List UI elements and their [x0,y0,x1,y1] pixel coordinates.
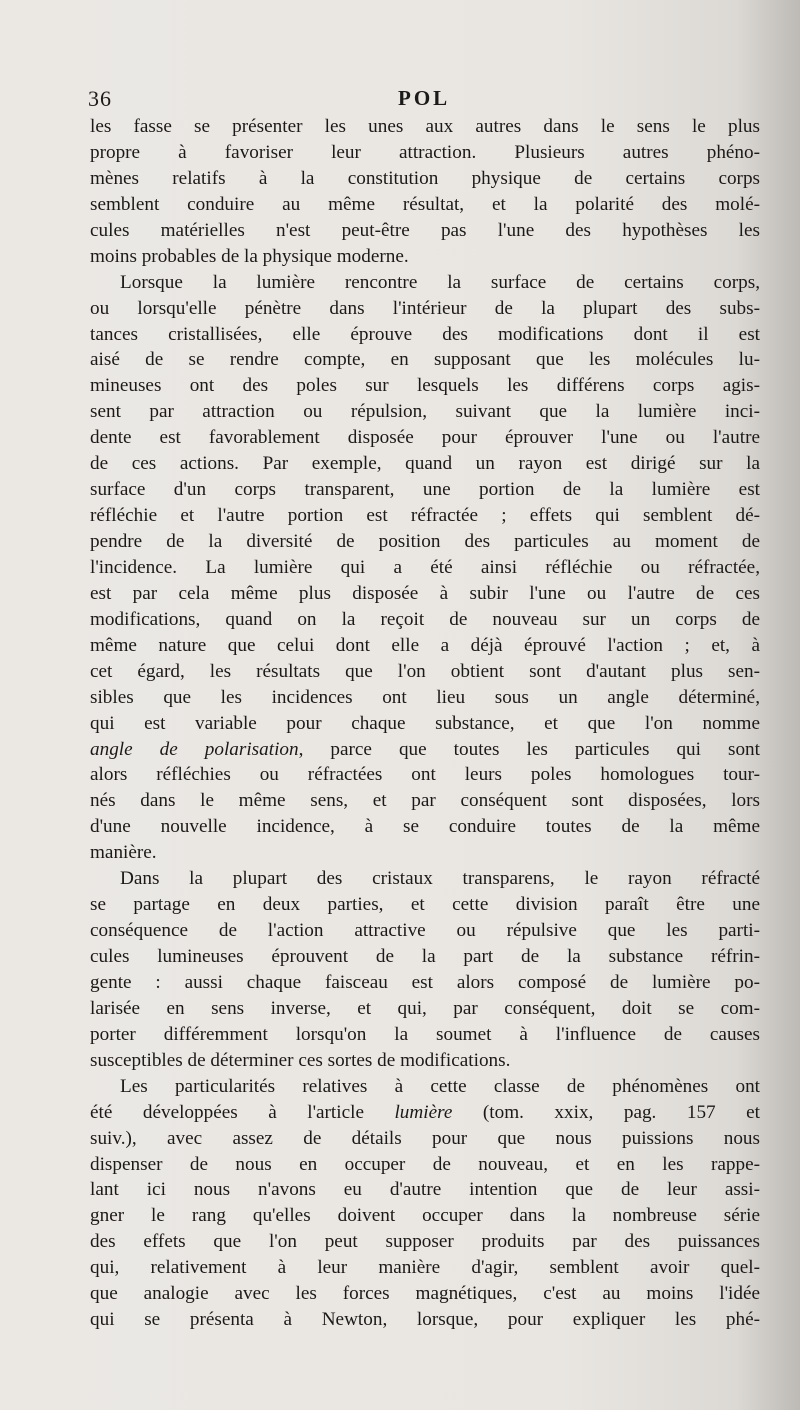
text-line: réfléchie et l'autre portion est réfractée ; effets qui semblent dé- [90,505,760,527]
text-line: qui est variable pour chaque substance, et que l'on nomme [90,712,760,734]
text-line: susceptibles de déterminer ces sortes de modifications. [90,1049,511,1071]
text-line: alors réfléchies ou réfractées ont leurs poles homologues tour- [90,764,760,786]
text-line: mineuses ont des poles sur lesquels les différens corps agis- [90,375,760,397]
text-line: semblent conduire au même résultat, et la polarité des molé- [90,193,760,215]
text-line: surface d'un corps transparent, une portion de la lumière est [90,479,760,501]
text-line: même nature que celui dont elle a déjà éprouvé l'action ; et, à [90,634,760,656]
text-fragment: , parce que toutes les particules qui sont [298,738,760,760]
text-line: mènes relatifs à la constitution physique de certains corps [90,167,760,189]
text-fragment: (tom. xxix, pag. 157 et [452,1101,760,1123]
text-line: cules matérielles n'est peut-être pas l'une des hypothèses les [90,219,760,241]
text-line: Lorsque la lumière rencontre la surface de certains corps, [120,271,760,293]
text-line: les fasse se présenter les unes aux autres dans le sens le plus [90,116,760,137]
text-line: Les particularités relatives à cette classe de phénomènes ont [120,1075,760,1097]
text-line: d'une nouvelle incidence, à se conduire toutes de la même [90,816,760,838]
text-line: propre à favoriser leur attraction. Plusieurs autres phéno- [90,141,760,163]
text-line: cules lumineuses éprouvent de la part de la substance réfrin- [90,946,760,967]
text-line: conséquence de l'action attractive ou répulsive que les parti- [90,920,760,942]
text-line: pendre de la diversité de position des particules au moment de [90,531,760,552]
text-line: de ces actions. Par exemple, quand un rayon est dirigé sur la [90,453,760,475]
text-line: sibles que les incidences ont lieu sous un angle déterminé, [90,686,760,708]
text-line: moins probables de la physique moderne. [90,245,409,267]
text-line: se partage en deux parties, et cette division paraît être une [90,894,760,916]
text-line: ou lorsqu'elle pénètre dans l'intérieur de la plupart des subs- [90,297,760,319]
text-line: modifications, quand on la reçoit de nouveau sur un corps de [90,608,760,630]
running-head: POL [398,86,451,110]
italic-term: angle de polarisation [90,738,299,760]
text-line: qui se présenta à Newton, lorsque, pour expliquer les phé- [90,1309,760,1331]
italic-term: lumière [394,1101,453,1123]
text-line: qui, relativement à leur manière d'agir, semblent avoir quel- [90,1257,760,1279]
text-line-with-italic [90,737,760,763]
text-line: des effets que l'on peut supposer produits par des puissances [90,1231,760,1253]
text-line: porter différemment lorsqu'on la soumet à l'influence de causes [90,1023,760,1045]
page-number: 36 [88,86,112,111]
text-line: cet égard, les résultats que l'on obtient sont d'autant plus sen- [90,660,760,682]
text-line: lant ici nous n'avons eu d'autre intention que de leur assi- [90,1179,760,1201]
text-line: sent par attraction ou répulsion, suivant que la lumière inci- [90,401,760,423]
text-line: gente : aussi chaque faisceau est alors composé de lumière po- [90,971,760,993]
text-line: tances cristallisées, elle éprouve des modifications dont il est [90,323,760,345]
body-text [90,114,760,1333]
text-line: nés dans le même sens, et par conséquent sont disposées, lors [90,790,760,812]
text-line: Dans la plupart des cristaux transparens, le rayon réfracté [120,868,760,890]
text-line: aisé de se rendre compte, en supposant que les molécules lu- [90,349,760,371]
text-line: l'incidence. La lumière qui a été ainsi réfléchie ou réfractée, [90,556,760,578]
text-line: gner le rang qu'elles doivent occuper dans la nombreuse série [90,1205,760,1227]
text-line: suiv.), avec assez de détails pour que nous puissions nous [90,1127,760,1149]
text-line: que analogie avec les forces magnétiques, c'est au moins l'idée [90,1283,760,1305]
text-line: dente est favorablement disposée pour éprouver l'une ou l'autre [90,427,760,449]
text-line: larisée en sens inverse, et qui, par conséquent, doit se com- [90,997,760,1019]
text-fragment: été développées à l'article [90,1101,395,1123]
text-line: est par cela même plus disposée à subir l'une ou l'autre de ces [90,582,760,604]
text-line: dispenser de nous en occuper de nouveau, et en les rappe- [90,1153,760,1175]
text-line-with-italic [90,1100,760,1126]
text-line: manière. [90,842,157,864]
